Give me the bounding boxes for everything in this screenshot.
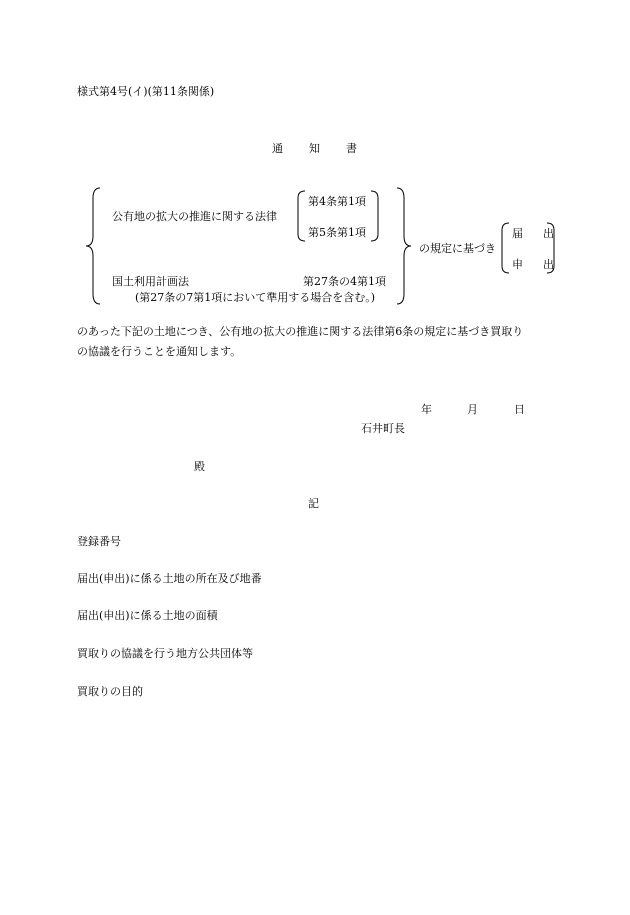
date-year-label: 年: [421, 403, 432, 416]
option-moushide: 申出: [512, 258, 574, 271]
clause-left-paren: [296, 190, 308, 242]
body-line-2: の協議を行うことを通知します。: [77, 345, 242, 358]
form-label: 様式第4号(イ)(第11条関係): [77, 85, 215, 98]
item-land-area: 届出(申出)に係る土地の面積: [77, 609, 218, 622]
left-curly-brace: [84, 186, 104, 306]
item-purchasing-entity: 買取りの協議を行う地方公共団体等: [77, 647, 253, 660]
option-todokede: 届出: [512, 227, 574, 240]
clause-right-paren: [368, 190, 380, 242]
date-month-label: 月: [467, 403, 478, 416]
law1-name: 公有地の拡大の推進に関する法律: [112, 210, 277, 223]
date-day-label: 日: [514, 403, 525, 416]
law2-clause: 第27条の4第1項: [303, 275, 386, 288]
item-land-location: 届出(申出)に係る土地の所在及び地番: [77, 572, 262, 585]
item-registration-number: 登録番号: [77, 535, 121, 548]
document-title: 通知書: [272, 142, 383, 155]
item-purchase-purpose: 買取りの目的: [77, 685, 143, 698]
body-line-1: のあった下記の土地につき、公有地の拡大の推進に関する法律第6条の規定に基づき買取り: [77, 325, 524, 338]
right-curly-brace: [394, 186, 414, 306]
law1-clause-b: 第5条第1項: [308, 226, 366, 239]
based-on-text: の規定に基づき: [419, 242, 496, 255]
option-right-paren: [544, 222, 556, 274]
law2-name: 国土利用計画法: [112, 275, 189, 288]
section-heading: 記: [308, 497, 319, 510]
option-left-paren: [500, 222, 512, 274]
recipient-honorific: 殿: [194, 460, 205, 473]
law1-clause-a: 第4条第1項: [308, 195, 366, 208]
law2-note: (第27条の7第1項において準用する場合を含む。): [135, 291, 376, 304]
sender-name: 石井町長: [361, 422, 405, 435]
